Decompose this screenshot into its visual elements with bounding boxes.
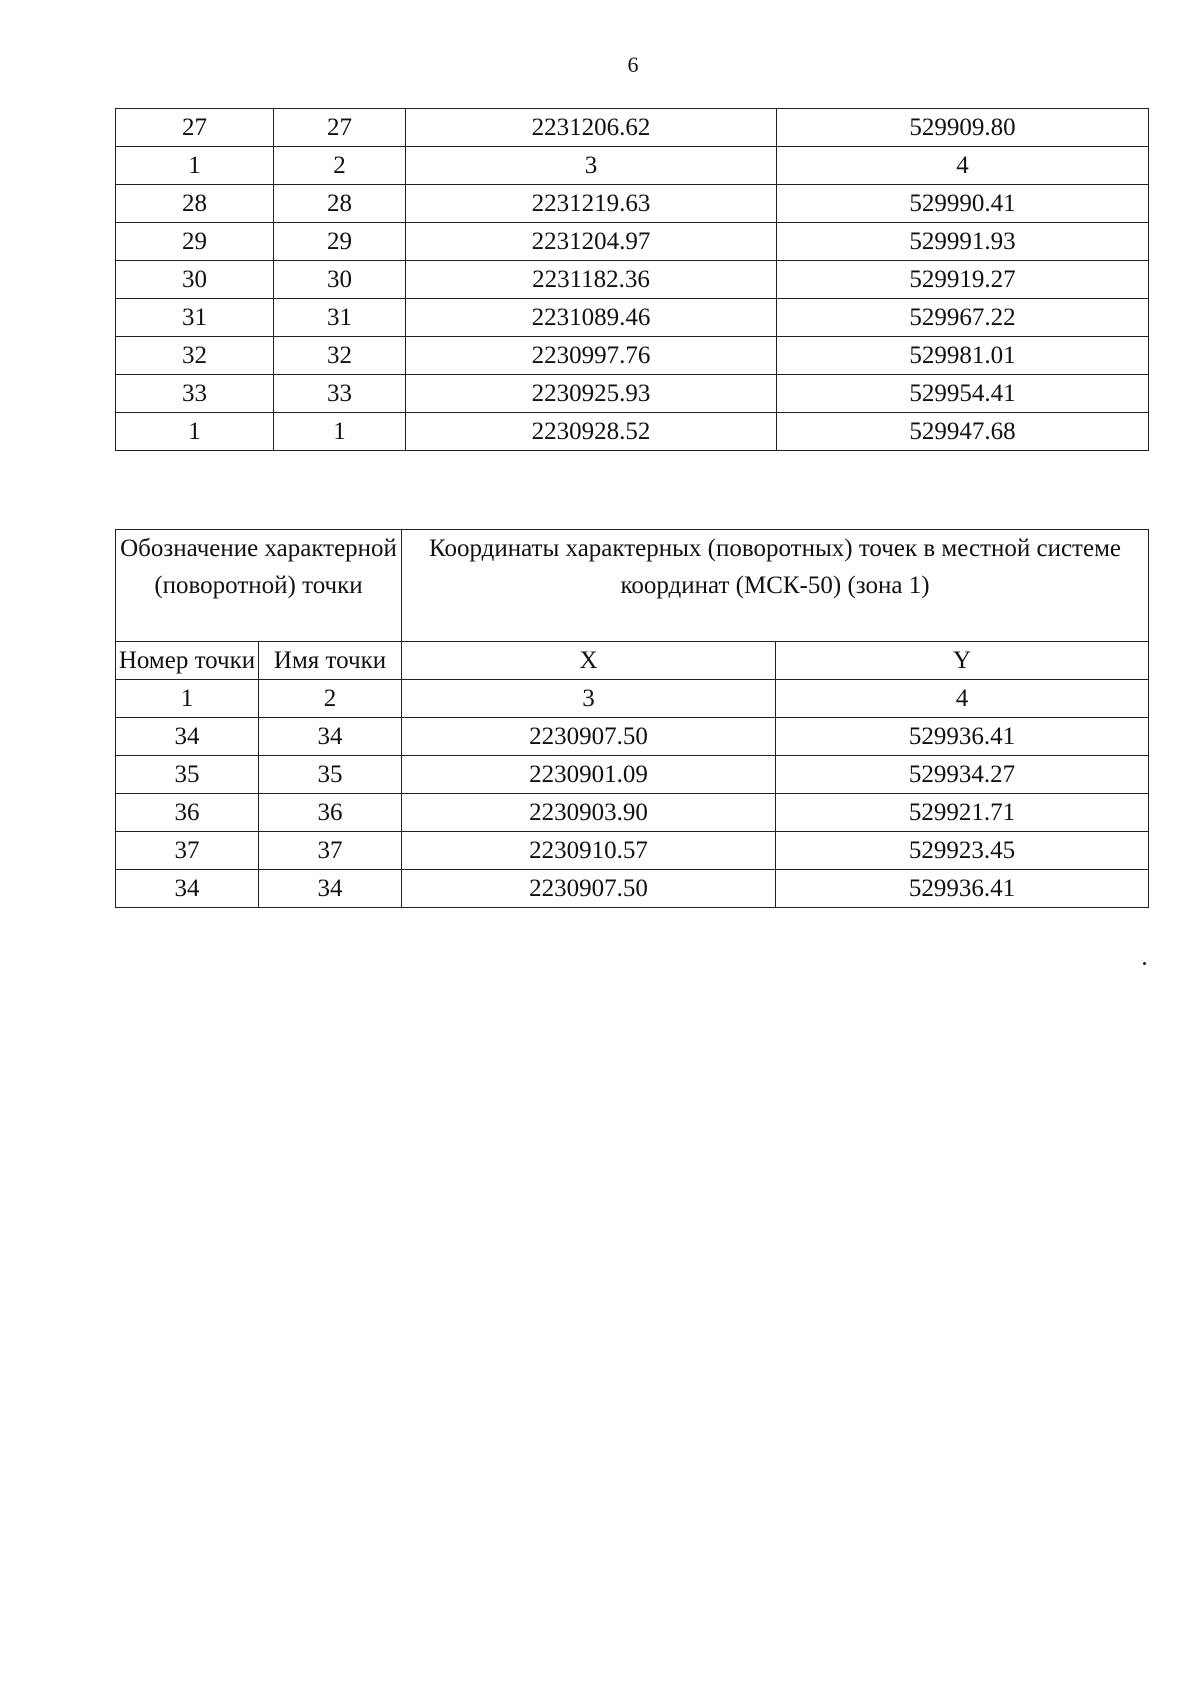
table-row: [116, 794, 1149, 832]
point-number-cell: 29: [116, 223, 274, 261]
column-header-row: [116, 642, 1149, 680]
point-number-cell: 27: [116, 109, 274, 147]
column-number-cell: 2: [274, 147, 406, 185]
point-name-cell: 34: [259, 718, 402, 756]
point-number-cell: 37: [116, 832, 259, 870]
table-top-body: [116, 109, 1149, 451]
table-row: [116, 223, 1149, 261]
x-coordinate-cell: 2230907.50: [402, 718, 776, 756]
point-name-cell: 35: [259, 756, 402, 794]
x-coordinate-cell: 2230907.50: [402, 870, 776, 908]
point-name-cell: 31: [274, 299, 406, 337]
column-number-cell: 1: [116, 680, 259, 718]
x-coordinate-cell: 2231219.63: [406, 185, 777, 223]
x-coordinate-cell: 2231089.46: [406, 299, 777, 337]
y-coordinate-cell: 529991.93: [777, 223, 1149, 261]
point-number-cell: 28: [116, 185, 274, 223]
column-number-cell: 3: [406, 147, 777, 185]
point-name-cell: 1: [274, 413, 406, 451]
table-row: [116, 413, 1149, 451]
x-coordinate-cell: 2231204.97: [406, 223, 777, 261]
trailing-period: [1143, 962, 1146, 965]
x-coordinate-cell: 2230901.09: [402, 756, 776, 794]
point-name-cell: 34: [259, 870, 402, 908]
point-designation-header: Обозначение характерной (поворотной) точки: [116, 530, 402, 642]
y-coordinate-cell: 529921.71: [776, 794, 1149, 832]
point-number-header: Номер точки: [116, 642, 259, 680]
point-number-cell: 34: [116, 870, 259, 908]
table-row: [116, 718, 1149, 756]
y-coordinate-cell: 529990.41: [777, 185, 1149, 223]
point-number-cell: 1: [116, 413, 274, 451]
table-row: [116, 337, 1149, 375]
x-coordinate-cell: 2230910.57: [402, 832, 776, 870]
x-coordinate-cell: 2231206.62: [406, 109, 777, 147]
table-row: [116, 870, 1149, 908]
coordinates-table-msk50: [115, 529, 1149, 908]
x-coordinate-cell: 2230925.93: [406, 375, 777, 413]
y-coordinate-cell: 529919.27: [777, 261, 1149, 299]
point-number-cell: 34: [116, 718, 259, 756]
y-header: Y: [776, 642, 1149, 680]
point-name-cell: 29: [274, 223, 406, 261]
point-name-cell: 36: [259, 794, 402, 832]
y-coordinate-cell: 529934.27: [776, 756, 1149, 794]
column-number-cell: 3: [402, 680, 776, 718]
point-name-cell: 30: [274, 261, 406, 299]
y-coordinate-cell: 529936.41: [776, 718, 1149, 756]
point-number-cell: 33: [116, 375, 274, 413]
x-coordinate-cell: 2230928.52: [406, 413, 777, 451]
table-row: [116, 109, 1149, 147]
page-number: 6: [627, 52, 639, 77]
coordinates-table-continued: [115, 108, 1149, 451]
point-number-cell: 35: [116, 756, 259, 794]
point-name-cell: 27: [274, 109, 406, 147]
point-number-cell: 30: [116, 261, 274, 299]
point-name-cell: 28: [274, 185, 406, 223]
column-number-cell: 2: [259, 680, 402, 718]
column-number-row: [116, 680, 1149, 718]
point-number-cell: 31: [116, 299, 274, 337]
table-row: [116, 299, 1149, 337]
y-coordinate-cell: 529981.01: [777, 337, 1149, 375]
y-coordinate-cell: 529947.68: [777, 413, 1149, 451]
y-coordinate-cell: 529967.22: [777, 299, 1149, 337]
y-coordinate-cell: 529923.45: [776, 832, 1149, 870]
point-number-cell: 32: [116, 337, 274, 375]
y-coordinate-cell: 529909.80: [777, 109, 1149, 147]
coordinates-system-header: Координаты характерных (поворотных) точек в местной системе координат (МСК-50) (зона 1): [402, 530, 1149, 642]
x-header: X: [402, 642, 776, 680]
point-name-cell: 37: [259, 832, 402, 870]
point-name-header: Имя точки: [259, 642, 402, 680]
x-coordinate-cell: 2231182.36: [406, 261, 777, 299]
column-number-cell: 4: [777, 147, 1149, 185]
y-coordinate-cell: 529936.41: [776, 870, 1149, 908]
point-number-cell: 36: [116, 794, 259, 832]
y-coordinate-cell: 529954.41: [777, 375, 1149, 413]
x-coordinate-cell: 2230997.76: [406, 337, 777, 375]
table-row: [116, 261, 1149, 299]
point-name-cell: 32: [274, 337, 406, 375]
point-name-cell: 33: [274, 375, 406, 413]
table-bottom-body: [116, 530, 1149, 908]
table-row: [116, 185, 1149, 223]
table-row: [116, 756, 1149, 794]
table-row: [116, 832, 1149, 870]
x-coordinate-cell: 2230903.90: [402, 794, 776, 832]
table-row: [116, 375, 1149, 413]
column-number-cell: 4: [776, 680, 1149, 718]
column-number-cell: 1: [116, 147, 274, 185]
column-number-row: [116, 147, 1149, 185]
header-group-row: [116, 530, 1149, 642]
